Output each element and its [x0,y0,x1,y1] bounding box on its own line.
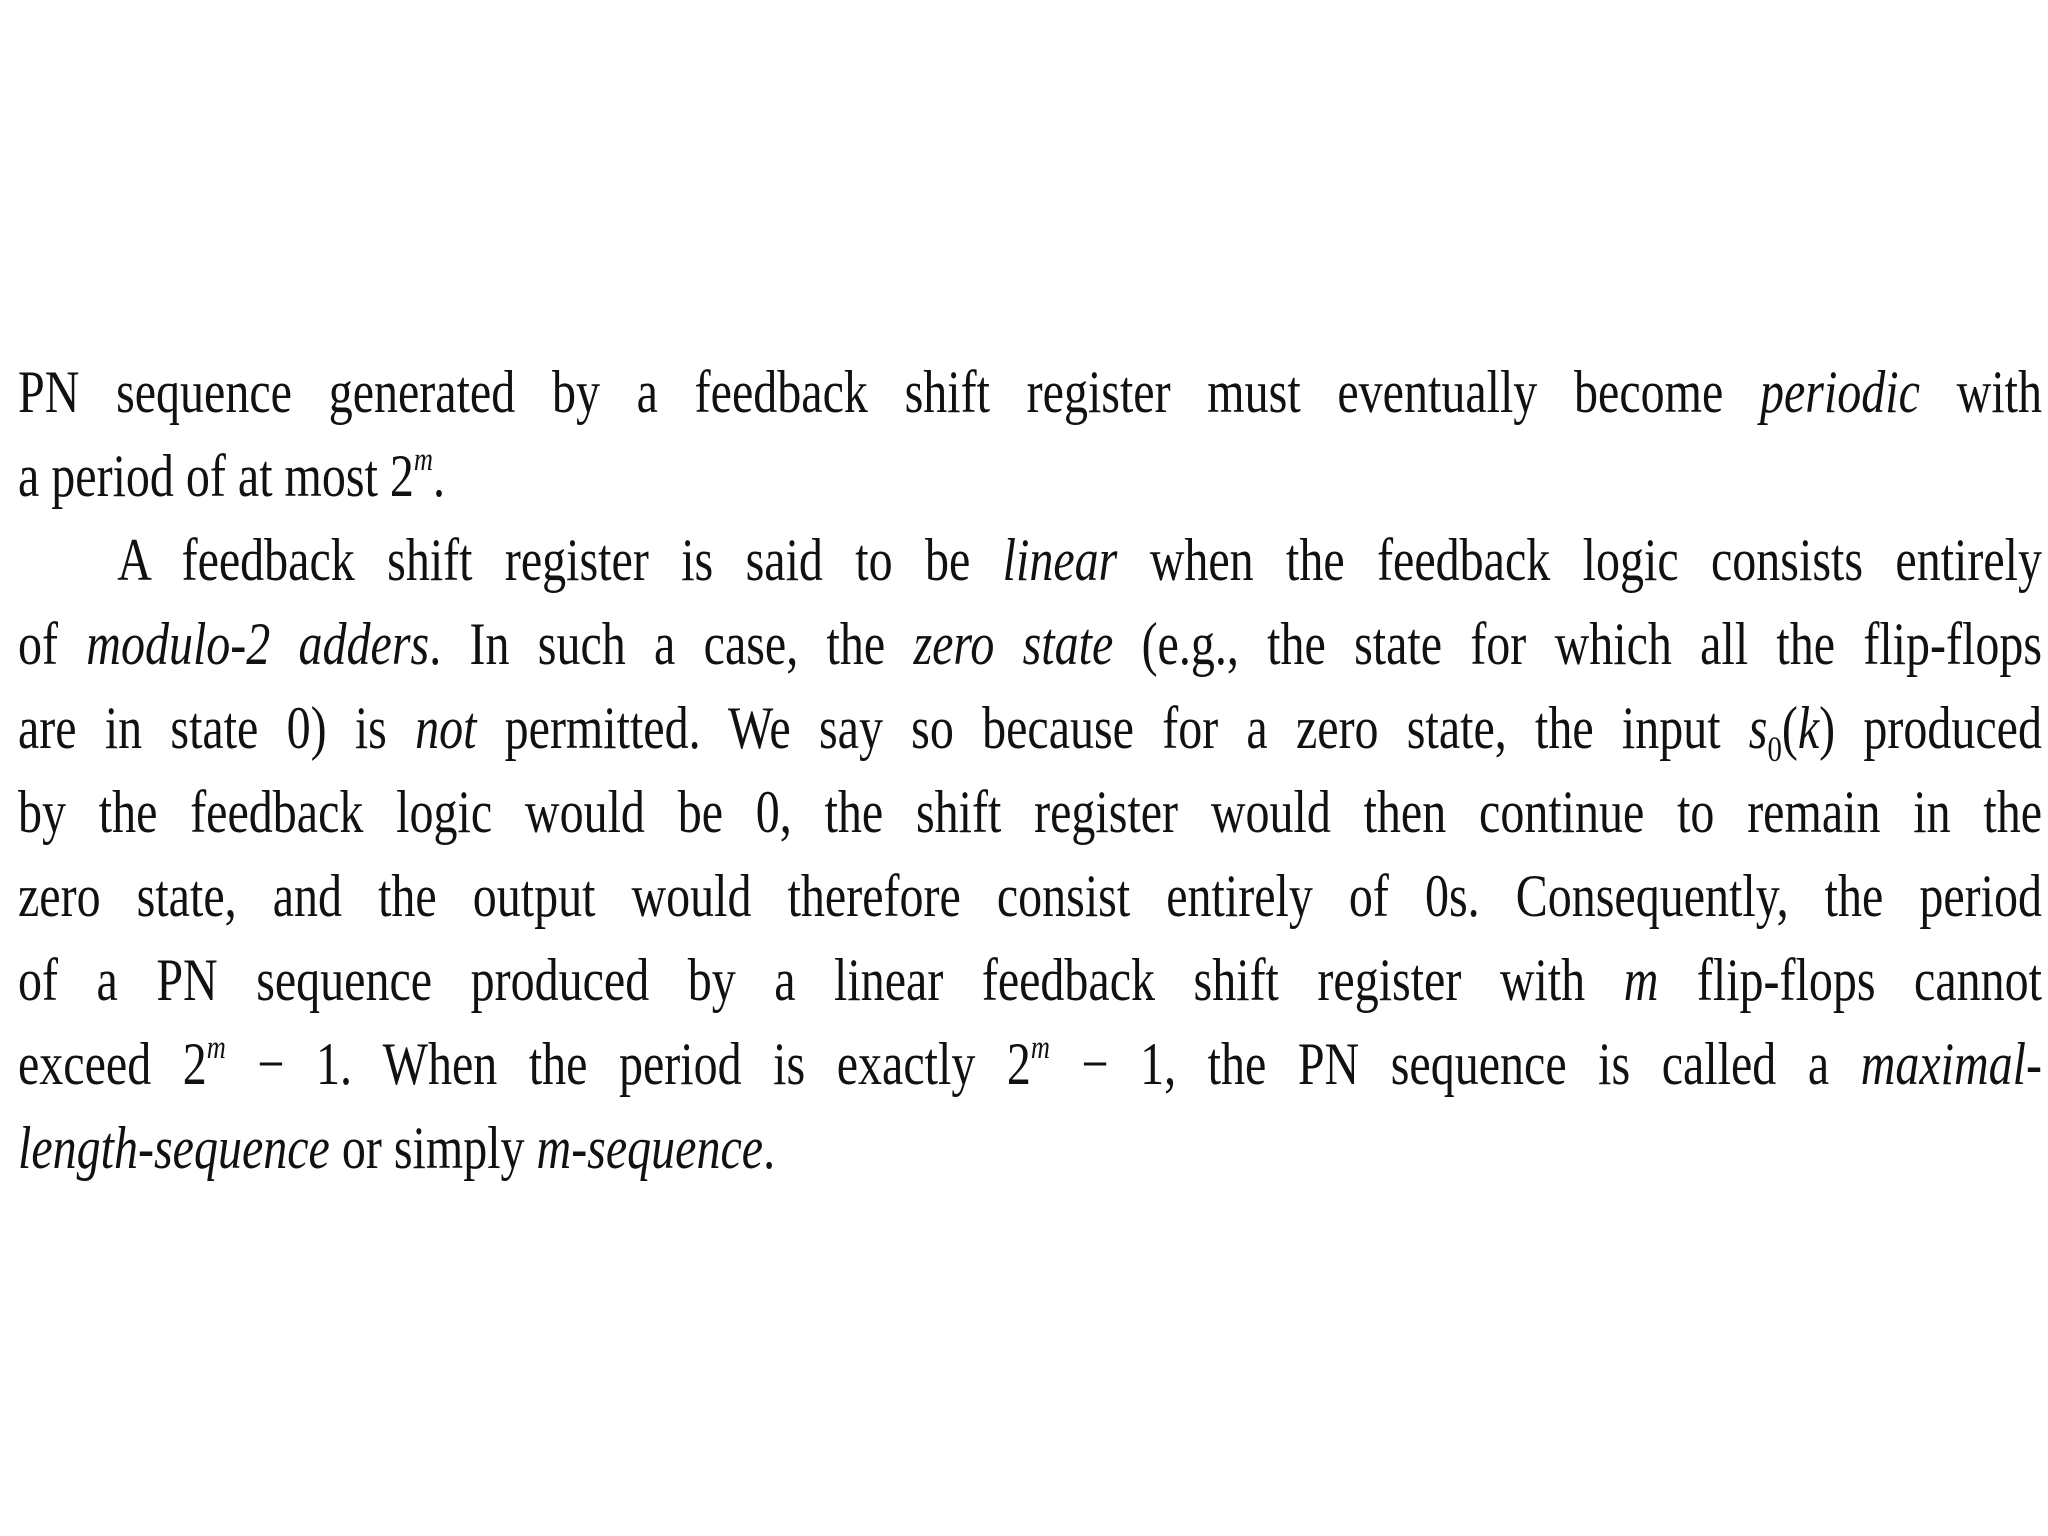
text-run: by the feedback logic would be 0, the shift register would then continue to remain in the [18,779,2042,845]
text-run: permitted. We say so because for a zero state, the input [476,695,1749,761]
text-run: . [763,1115,776,1181]
text-line [18,518,2042,602]
text-line [18,1022,2042,1106]
text-line [18,770,2042,854]
superscript: m [1030,1030,1050,1067]
italic-term: s [1748,695,1768,761]
italic-term: periodic [1759,359,1920,425]
italic-term: m [1623,947,1659,1013]
italic-term: zero state [913,611,1114,677]
text-run: zero state, and the output would therefore consist entirely of 0s. Consequently, the period [18,863,2042,929]
text-run: PN sequence generated by a feedback shift register must eventually become [18,359,1760,425]
text-run: . In such a case, the [429,611,914,677]
text-line [18,434,2042,518]
italic-term: k [1797,695,1820,761]
text-run: are in state 0) is [18,695,416,761]
body-text [18,350,2043,1190]
text-run: . [432,443,445,509]
text-run: ) produced [1819,695,2042,761]
italic-term: not [415,695,477,761]
text-line [18,686,2042,770]
italic-term: linear [1002,527,1118,593]
text-run: ( [1781,695,1798,761]
italic-term: m-sequence [536,1115,764,1181]
superscript: m [413,442,433,479]
subscript: 0 [1767,729,1782,769]
text-run: a period of at most 2 [18,443,414,509]
text-run: − 1, the PN sequence is called a [1049,1031,1861,1097]
text-run: − 1. When the period is exactly 2 [225,1031,1031,1097]
text-line [18,350,2042,434]
text-run: (e.g., the state for which all the flip-flops [1113,611,2043,677]
superscript: m [206,1030,226,1067]
text-run: with [1919,359,2043,425]
text-run: of [18,611,87,677]
text-run: A feedback shift register is said to be [117,527,1003,593]
text-run: exceed 2 [18,1031,207,1097]
text-line [18,1106,2042,1190]
text-run: or simply [329,1115,537,1181]
text-line [18,854,2042,938]
text-run: flip-flops cannot [1658,947,2042,1013]
italic-term: length-sequence [18,1115,330,1181]
italic-term: modulo-2 adders [86,611,430,677]
text-run: when the feedback logic consists entirely [1117,527,2042,593]
text-line [18,602,2042,686]
text-run: of a PN sequence produced by a linear feedback shift register with [18,947,1624,1013]
text-line [18,938,2042,1022]
italic-term: maximal- [1860,1031,2042,1097]
